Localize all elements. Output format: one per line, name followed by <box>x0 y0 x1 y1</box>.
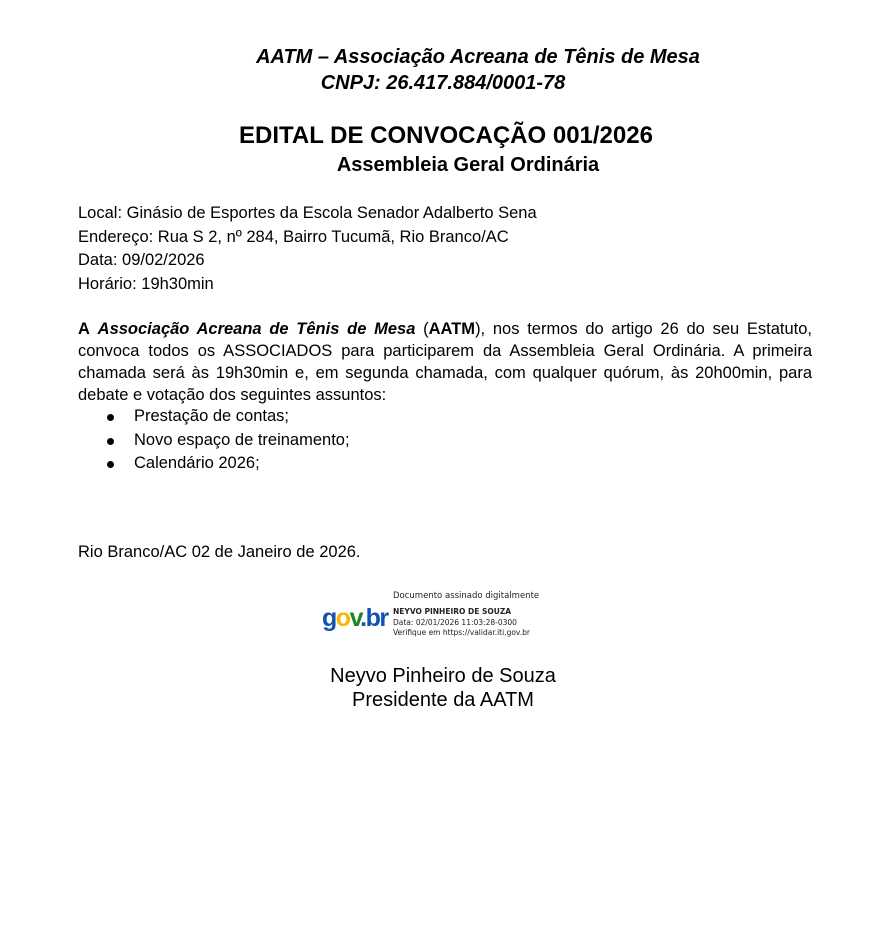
body-rest: ), nos termos do artigo 26 do seu Estatuto, convoca todos os ASSOCIADOS para participarem da Assembleia Geral Ordinária. A primeira chamada será às 19h30min e, em segunda chamada, com qualquer quórum, às 20h00min, para debate e votação dos seguintes assuntos: <box>78 320 813 404</box>
agenda-item: Prestação de contas; <box>104 405 350 429</box>
signer-role: Presidente da AATM <box>352 689 534 711</box>
info-horario: Horário: 19h30min <box>78 274 214 293</box>
signature-signer: NEYVO PINHEIRO DE SOUZA <box>393 607 512 616</box>
convocation-paragraph <box>78 318 812 406</box>
organization-name: AATM – Associação Acreana de Tênis de Mesa <box>256 46 700 68</box>
meeting-info <box>78 202 537 296</box>
signer-name: Neyvo Pinheiro de Souza <box>330 665 556 687</box>
document-title: EDITAL DE CONVOCAÇÃO 001/2026 <box>239 122 653 149</box>
body-org-name: Associação Acreana de Tênis de Mesa <box>97 320 416 338</box>
digital-signature-stamp <box>322 590 562 644</box>
document-subtitle: Assembleia Geral Ordinária <box>336 154 600 176</box>
body-open-paren: ( <box>423 320 429 338</box>
info-local: Local: Ginásio de Esportes da Escola Senador Adalberto Sena <box>78 204 537 222</box>
agenda-list <box>104 405 350 476</box>
signature-caption: Documento assinado digitalmente <box>393 591 540 601</box>
organization-cnpj: CNPJ: 26.417.884/0001-78 <box>320 72 566 94</box>
signature-date: Data: 02/01/2026 11:03:28-0300 <box>393 618 517 627</box>
signature-verify-link: Verifique em https://validar.iti.gov.br <box>393 628 531 637</box>
info-data: Data: 09/02/2026 <box>78 251 205 269</box>
govbr-logo: gov.br <box>322 604 388 632</box>
body-acronym: AATM <box>428 320 476 338</box>
body-article: A <box>78 320 90 338</box>
agenda-item: Novo espaço de treinamento; <box>104 429 350 453</box>
place-and-date: Rio Branco/AC 02 de Janeiro de 2026. <box>78 543 361 561</box>
info-endereco: Endereço: Rua S 2, nº 284, Bairro Tucumã, Rio Branco/AC <box>78 227 509 246</box>
agenda-item: Calendário 2026; <box>104 452 350 476</box>
